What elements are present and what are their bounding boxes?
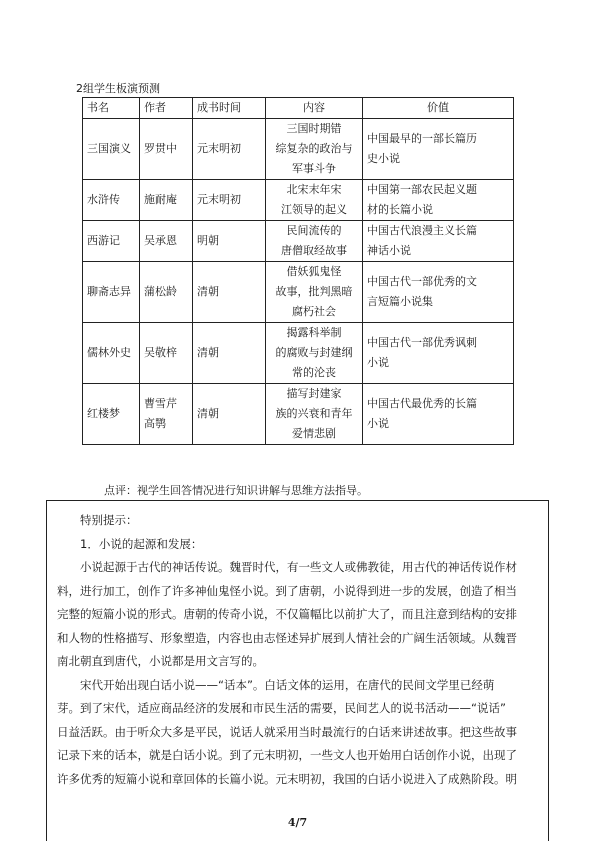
cell-author-line: 高鹗 bbox=[144, 417, 166, 430]
cell-content-line: 综复杂的政治与 bbox=[275, 142, 353, 155]
cell-title-line: 三国演义 bbox=[87, 142, 131, 155]
cell-author bbox=[140, 323, 193, 384]
cell-period-line: 清朝 bbox=[197, 407, 219, 420]
tips-paragraph-line: 记录下来的话本，就是白话小说。到了元末明初，一些文人也开始用白话创作小说，出现了 bbox=[57, 748, 517, 762]
cell-content-line: 江领导的起义 bbox=[281, 203, 347, 216]
column-header-title: 书名 bbox=[83, 98, 140, 119]
column-header-value: 价值 bbox=[363, 98, 514, 119]
cell-value-line: 中国古代一部优秀讽刺 bbox=[367, 336, 477, 349]
cell-period-line: 清朝 bbox=[197, 285, 219, 298]
cell-content-line: 常的沦丧 bbox=[292, 366, 336, 379]
cell-title-line: 西游记 bbox=[87, 234, 120, 247]
cell-value bbox=[363, 384, 514, 445]
cell-title bbox=[83, 323, 140, 384]
cell-title-line: 儒林外史 bbox=[87, 346, 131, 359]
table-header-row bbox=[83, 98, 514, 119]
tips-paragraph-line: 小说起源于古代的神话传说。魏晋时代，有一些文人或佛教徒，用古代的神话传说作材 bbox=[80, 560, 517, 574]
cell-value bbox=[363, 221, 514, 262]
table-body bbox=[83, 119, 514, 445]
cell-value-line: 材的长篇小说 bbox=[367, 203, 433, 216]
cell-author bbox=[140, 384, 193, 445]
tips-paragraph-line: 芽。到了宋代，适应商品经济的发展和市民生活的需要，民间艺人的说书活动——“说话” bbox=[57, 701, 506, 715]
literature-table bbox=[82, 97, 514, 445]
cell-content bbox=[266, 262, 363, 323]
cell-value-line: 神话小说 bbox=[367, 244, 411, 257]
cell-title-line: 聊斋志异 bbox=[87, 285, 131, 298]
cell-value-line: 中国古代最优秀的长篇 bbox=[367, 397, 477, 410]
cell-author bbox=[140, 221, 193, 262]
table-caption: 2组学生板演预测 bbox=[76, 82, 160, 95]
cell-title bbox=[83, 262, 140, 323]
tips-paragraph-line: 料，进行加工，创作了许多神仙鬼怪小说。到了唐朝，小说得到进一步的发展，创造了相当 bbox=[57, 583, 517, 598]
cell-content-line: 揭露科举制 bbox=[286, 326, 342, 339]
table-row bbox=[83, 180, 514, 221]
cell-value-line: 中国第一部农民起义题 bbox=[367, 183, 477, 196]
cell-value-line: 小说 bbox=[367, 356, 389, 369]
tips-subtitle: 1．小说的起源和发展： bbox=[80, 536, 203, 551]
cell-title bbox=[83, 384, 140, 445]
cell-author bbox=[140, 180, 193, 221]
tips-paragraph-line: 南北朝直到唐代，小说都是用文言写的。 bbox=[57, 654, 264, 668]
cell-period-line: 元末明初 bbox=[197, 142, 241, 155]
cell-content-line: 借妖狐鬼怪 bbox=[286, 265, 342, 278]
table-row bbox=[83, 262, 514, 323]
tips-paragraph-line: 许多优秀的短篇小说和章回体的长篇小说。元末明初，我国的白话小说进入了成熟阶段。明 bbox=[57, 771, 517, 786]
table-row bbox=[83, 221, 514, 262]
tips-paragraph-line: 完整的短篇小说的形式。唐朝的传奇小说，不仅篇幅比以前扩大了，而且注意到结构的安排 bbox=[57, 607, 517, 621]
column-header-content: 内容 bbox=[266, 98, 363, 119]
cell-period bbox=[193, 262, 266, 323]
cell-value-line: 言短篇小说集 bbox=[367, 295, 433, 308]
table-row bbox=[83, 323, 514, 384]
cell-content bbox=[266, 384, 363, 445]
cell-content-line: 民间流传的 bbox=[286, 224, 342, 237]
cell-period-line: 明朝 bbox=[197, 234, 219, 247]
teacher-comment: 点评：视学生回答情况进行知识讲解与思维方法指导。 bbox=[104, 484, 368, 497]
cell-content-line: 描写封建家 bbox=[286, 387, 342, 400]
cell-author-line: 施耐庵 bbox=[144, 193, 177, 206]
cell-content-line: 腐朽社会 bbox=[292, 305, 336, 318]
cell-content bbox=[266, 180, 363, 221]
cell-content-line: 故事，批判黑暗 bbox=[275, 285, 353, 298]
cell-content-line: 族的兴衰和青年 bbox=[275, 407, 353, 420]
column-header-period: 成书时间 bbox=[193, 98, 266, 119]
cell-title-line: 水浒传 bbox=[87, 193, 120, 206]
cell-author-line: 蒲松龄 bbox=[144, 285, 177, 298]
special-tips-box bbox=[46, 500, 549, 841]
cell-value-line: 中国古代一部优秀的文 bbox=[367, 275, 477, 288]
cell-value-line: 史小说 bbox=[367, 152, 400, 165]
cell-value bbox=[363, 180, 514, 221]
cell-author bbox=[140, 262, 193, 323]
cell-content-line: 唐僧取经故事 bbox=[281, 244, 347, 257]
cell-value bbox=[363, 119, 514, 180]
tips-paragraph-line: 宋代开始出现白话小说——“话本”。白话文体的运用，在唐代的民间文学里已经萌 bbox=[80, 677, 495, 692]
cell-author-line: 吴敬梓 bbox=[144, 346, 177, 359]
cell-period bbox=[193, 180, 266, 221]
cell-content-line: 三国时期错 bbox=[286, 122, 342, 135]
page-number: 4/7 bbox=[287, 816, 308, 829]
cell-author bbox=[140, 119, 193, 180]
cell-author-line: 罗贯中 bbox=[144, 142, 177, 155]
cell-content bbox=[266, 119, 363, 180]
cell-period-line: 元末明初 bbox=[197, 193, 241, 206]
cell-title bbox=[83, 221, 140, 262]
cell-value bbox=[363, 323, 514, 384]
cell-content-line: 爱情悲剧 bbox=[292, 427, 336, 440]
cell-period bbox=[193, 323, 266, 384]
cell-title bbox=[83, 119, 140, 180]
cell-title bbox=[83, 180, 140, 221]
cell-author-line: 曹雪芹 bbox=[144, 397, 177, 410]
cell-value-line: 小说 bbox=[367, 417, 389, 430]
tips-body bbox=[57, 556, 538, 791]
cell-content-line: 北宋末年宋 bbox=[286, 183, 342, 196]
tips-paragraph-line: 日益活跃。由于听众大多是平民，说话人就采用当时最流行的白话来讲述故事。把这些故事 bbox=[57, 724, 517, 739]
column-header-author: 作者 bbox=[140, 98, 193, 119]
cell-title-line: 红楼梦 bbox=[87, 407, 120, 420]
cell-value-line: 中国最早的一部长篇历 bbox=[367, 132, 477, 145]
cell-content bbox=[266, 323, 363, 384]
tips-title: 特别提示： bbox=[80, 513, 138, 527]
cell-content bbox=[266, 221, 363, 262]
cell-author-line: 吴承恩 bbox=[144, 234, 177, 247]
cell-content-line: 的腐败与封建纲 bbox=[275, 346, 353, 359]
tips-paragraph-line: 和人物的性格描写、形象塑造，内容也由志怪述异扩展到人情社会的广阔生活领域。从魏晋 bbox=[57, 630, 517, 645]
cell-value-line: 中国古代浪漫主义长篇 bbox=[367, 224, 477, 237]
cell-period-line: 清朝 bbox=[197, 346, 219, 359]
cell-content-line: 军事斗争 bbox=[292, 162, 336, 175]
cell-period bbox=[193, 384, 266, 445]
table-row bbox=[83, 384, 514, 445]
cell-period bbox=[193, 119, 266, 180]
cell-period bbox=[193, 221, 266, 262]
cell-value bbox=[363, 262, 514, 323]
table-row bbox=[83, 119, 514, 180]
